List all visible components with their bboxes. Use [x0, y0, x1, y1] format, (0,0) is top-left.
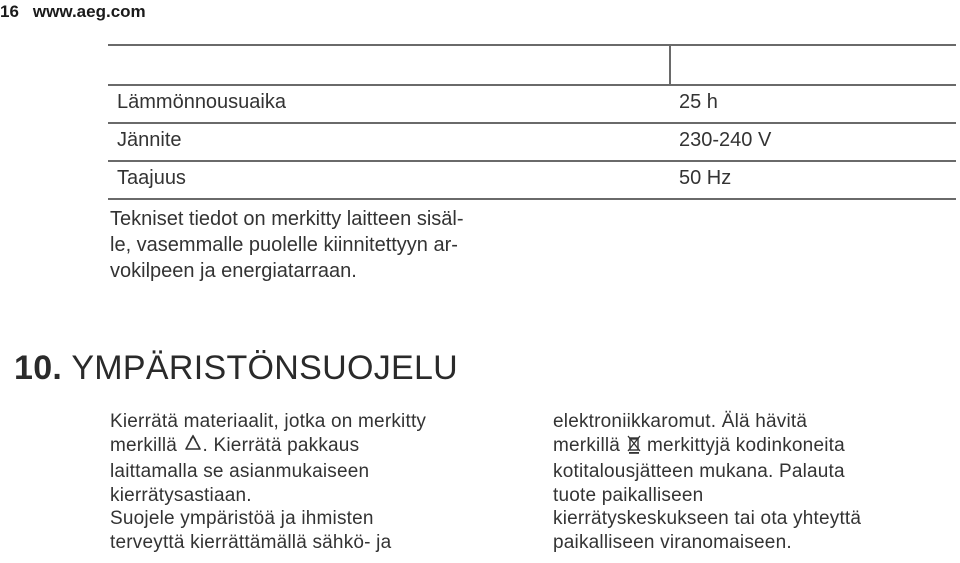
paragraph-line: tuote paikalliseen	[553, 484, 704, 506]
table-row-label: Lämmönnousuaika	[117, 91, 286, 113]
paragraph-line	[110, 434, 510, 461]
paragraph-line: kierrätyskeskukseen tai ota yhteyttä	[553, 508, 862, 529]
table-rule	[108, 44, 956, 46]
section-heading	[14, 348, 458, 388]
table-rule	[108, 84, 956, 86]
table-row-label: Taajuus	[117, 167, 186, 189]
table-row-value: 230-240 V	[679, 129, 772, 151]
paragraph-line: Suojele ympäristöä ja ihmisten	[110, 508, 374, 529]
body-column-left	[110, 410, 510, 554]
note-line: vokilpeen ja energiatarraan.	[110, 260, 357, 282]
paragraph-line: elektroniikkaromut. Älä hävitä	[553, 411, 808, 432]
paragraph-line: paikalliseen viranomaiseen.	[553, 531, 792, 553]
table-divider	[669, 46, 671, 84]
paragraph-line: kierrätysastiaan.	[110, 484, 252, 506]
crossed-bin-icon	[627, 434, 641, 461]
table-rule	[108, 122, 956, 124]
page-number: 16	[0, 2, 19, 21]
paragraph-line: kotitalousjätteen mukana. Palauta	[553, 461, 845, 482]
section-title: YMPÄRISTÖNSUOJELU	[71, 349, 459, 387]
paragraph-line: Kierrätä materiaalit, jotka on merkitty	[110, 411, 427, 432]
note-line: Tekniset tiedot on merkitty laitteen sisäl-	[110, 208, 464, 230]
paragraph-text: merkillä	[553, 434, 621, 456]
spec-note	[110, 206, 510, 284]
body-column-right	[553, 410, 953, 554]
table-row-value: 25 h	[679, 91, 718, 113]
recycle-icon	[184, 434, 202, 461]
page-header	[0, 0, 146, 24]
note-line: le, vasemmalle puolelle kiinnitettyyn ar-	[110, 234, 458, 256]
table-rule	[108, 160, 956, 162]
section-number: 10.	[14, 349, 63, 387]
paragraph-text: merkittyjä kodinkoneita	[647, 434, 845, 456]
paragraph-text: . Kierrätä pakkaus	[202, 434, 360, 456]
table-row-value: 50 Hz	[679, 167, 732, 189]
paragraph-line	[553, 434, 953, 461]
table-row-label: Jännite	[117, 129, 182, 151]
paragraph-line: terveyttä kierrättämällä sähkö- ja	[110, 531, 392, 553]
table-rule	[108, 198, 956, 200]
paragraph-text: merkillä	[110, 434, 178, 456]
website-url[interactable]: www.aeg.com	[32, 2, 146, 21]
paragraph-line: laittamalla se asianmukaiseen	[110, 461, 370, 482]
